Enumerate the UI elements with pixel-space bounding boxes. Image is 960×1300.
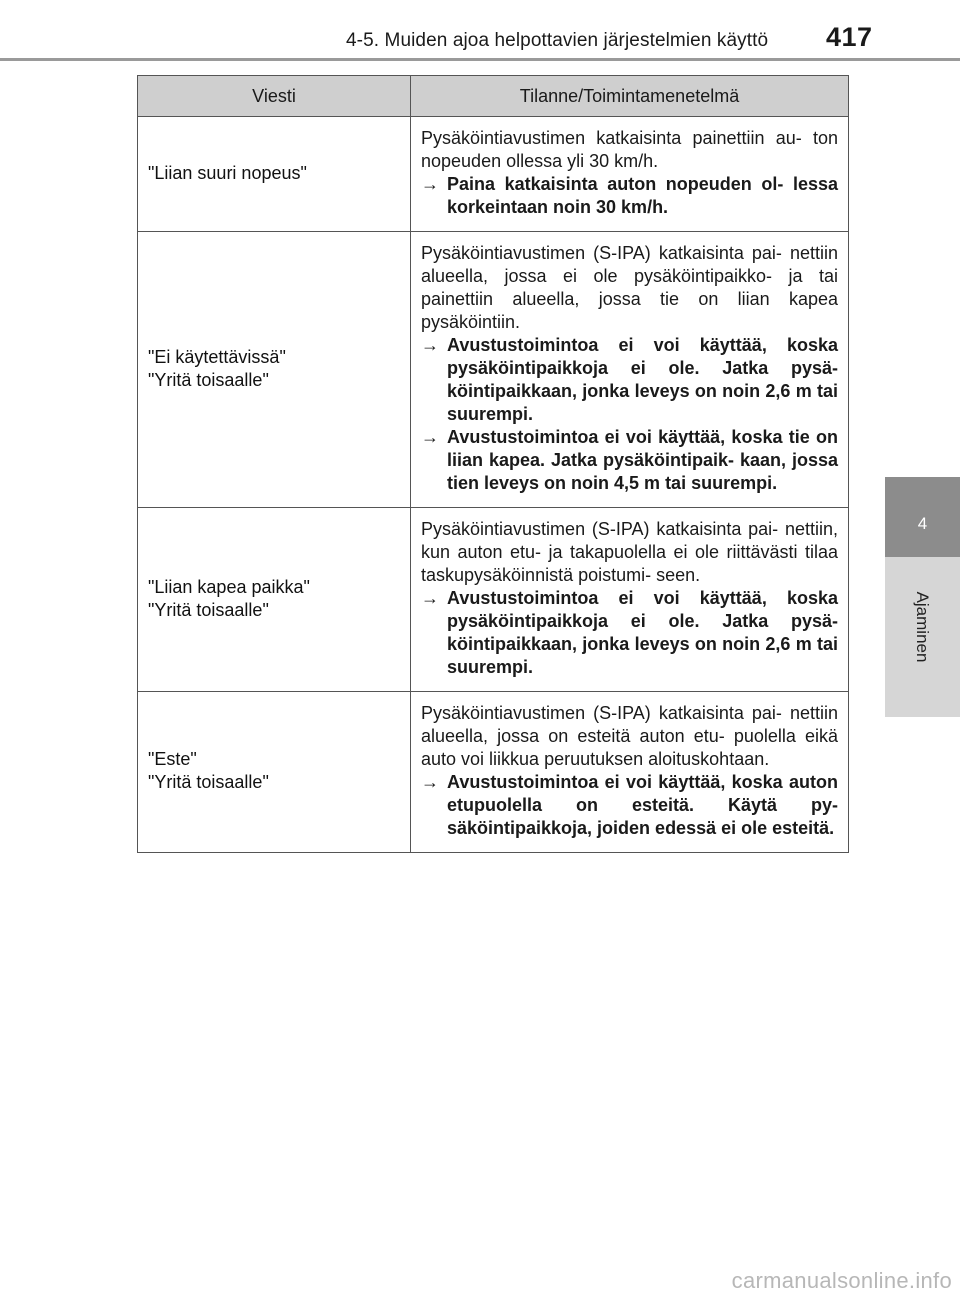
watermark: carmanualsonline.info: [731, 1268, 952, 1293]
action-text: Paina katkaisinta auton nopeuden ol- lessa korkeintaan noin 30 km/h.: [447, 174, 838, 217]
arrow-right-icon: →: [421, 772, 439, 792]
message-cell: [138, 232, 411, 508]
situation-description: Pysäköintiavustimen (S-IPA) katkaisinta pai- nettiin alueella, jossa ei ole pysäköintipaikko- ja tai painettiin alueella, jossa tie on liian kapea pysäköintiin.: [421, 243, 838, 332]
arrow-right-icon: →: [421, 588, 439, 608]
action-item: [421, 334, 838, 426]
message-text: "Ei käytettävissä": [148, 346, 286, 367]
page-header: [0, 0, 960, 62]
table-row: [138, 692, 849, 853]
message-text: "Este": [148, 749, 197, 769]
message-text: "Liian kapea paikka": [148, 576, 310, 597]
message-cell: [138, 117, 411, 232]
chapter-number: 4: [917, 514, 928, 533]
situation-cell: [411, 232, 849, 508]
action-text: Avustustoimintoa ei voi käyttää, koska tie on liian kapea. Jatka pysäköintipaik- kaan, jossa tien leveys on noin 4,5 m tai suurempi.: [447, 427, 838, 493]
arrow-right-icon: →: [421, 174, 439, 194]
header-message: Viesti: [138, 76, 411, 117]
table-body: [138, 117, 849, 853]
message-text: "Yritä toisaalle": [148, 369, 269, 390]
action-text: Avustustoimintoa ei voi käyttää, koska auton etupuolella on esteitä. Käytä py- säköintipaikkoja, joiden edessä ei ole esteitä.: [447, 772, 838, 838]
message-cell: [138, 508, 411, 692]
table-header-row: [138, 76, 849, 117]
situation-cell: [411, 692, 849, 853]
table-row: [138, 117, 849, 232]
action-item: [421, 426, 838, 495]
action-item: [421, 771, 838, 840]
action-text: Avustustoimintoa ei voi käyttää, koska pysäköintipaikkoja ei ole. Jatka pysä- köintipaikkaan, jonka leveys on noin 2,6 m tai suurempi.: [447, 588, 838, 677]
page-number: 417: [826, 22, 873, 52]
message-table: [137, 75, 849, 853]
message-cell: [138, 692, 411, 853]
table-row: [138, 232, 849, 508]
table-row: [138, 508, 849, 692]
arrow-right-icon: →: [421, 335, 439, 355]
situation-description: Pysäköintiavustimen (S-IPA) katkaisinta pai- nettiin, kun auton etu- ja takapuolella ei ole riittävästi tilaa taskupysäköinnistä poistumi- seen.: [421, 519, 838, 585]
message-text: "Yritä toisaalle": [148, 599, 269, 620]
arrow-right-icon: →: [421, 427, 439, 447]
header-divider: [0, 58, 960, 61]
situation-cell: [411, 117, 849, 232]
situation-cell: [411, 508, 849, 692]
situation-description: Pysäköintiavustimen katkaisinta painettiin au- ton nopeuden ollessa yli 30 km/h.: [421, 128, 838, 171]
action-item: [421, 173, 838, 219]
chapter-label: Ajaminen: [913, 591, 932, 663]
header-situation: Tilanne/Toimintamenetelmä: [411, 76, 849, 117]
situation-description: Pysäköintiavustimen (S-IPA) katkaisinta pai- nettiin alueella, jossa on esteitä auton etu- puolella eikä auto voi liikkua peruutuksen aloituskohtaan.: [421, 703, 838, 769]
action-text: Avustustoimintoa ei voi käyttää, koska pysäköintipaikkoja ei ole. Jatka pysä- köintipaikkaan, jonka leveys on noin 2,6 m tai suurempi.: [447, 335, 838, 424]
section-title: 4-5. Muiden ajoa helpottavien järjestelmien käyttö: [346, 30, 769, 51]
message-text: "Yritä toisaalle": [148, 772, 269, 792]
message-text: "Liian suuri nopeus": [148, 162, 307, 183]
action-item: [421, 587, 838, 679]
